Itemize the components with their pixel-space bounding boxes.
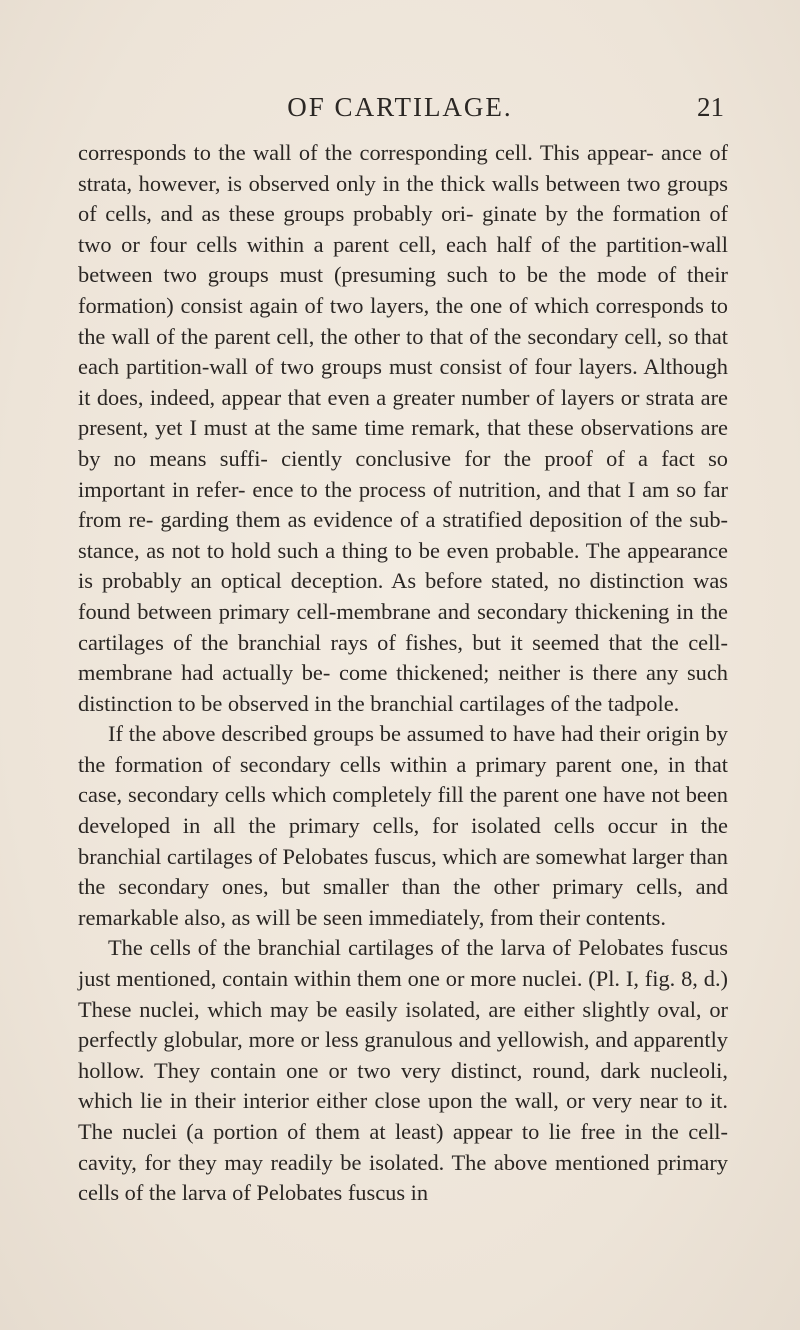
running-head: OF CARTILAGE.	[287, 92, 513, 122]
body-text	[78, 138, 728, 1209]
paragraph-3: The cells of the branchial cartilages of the larva of Pelobates fuscus just mentioned, contain within them one or more nuclei. (Pl. I, fig. 8, d.) These nuclei, which may be easily isolated, are either slightly oval, or perfectly globular, more or less granulous and yellowish, and apparently hollow. They contain one or two very distinct, round, dark nucleoli, which lie in their interior either close upon the wall, or very near to it. The nuclei (a portion of them at least) appear to lie free in the cell-cavity, for they may readily be isolated. The above mentioned primary cells of the larva of Pelobates fuscus in	[78, 935, 728, 1206]
paragraph-1: corresponds to the wall of the corresponding cell. This appear- ance of strata, however, is observed only in the thick walls between two groups of cells, and as these groups probably ori- ginate by the formation of two or four cells within a parent cell, each half of the partition-wall between two groups must (presuming such to be the mode of their formation) consist again of two layers, the one of which corresponds to the wall of the parent cell, the other to that of the secondary cell, so that each partition-wall of two groups must consist of four layers. Although it does, indeed, appear that even a greater number of layers or strata are present, yet I must at the same time remark, that these observations are by no means suffi- ciently conclusive for the proof of a fact so important in refer- ence to the process of nutrition, and that I am so far from re- garding them as evidence of a stratified deposition of the sub- stance, as not to hold such a thing to be even probable. The appearance is probably an optical deception. As before stated, no distinction was found between primary cell-membrane and secondary thickening in the cartilages of the branchial rays of fishes, but it seemed that the cell-membrane had actually be- come thickened; neither is there any such distinction to be observed in the branchial cartilages of the tadpole.	[78, 140, 728, 716]
page-number: 21	[697, 92, 724, 122]
paragraph-2: If the above described groups be assumed to have had their origin by the formation of secondary cells within a primary parent one, in that case, secondary cells which completely fill the parent one have not been developed in all the primary cells, for isolated cells occur in the branchial cartilages of Pelobates fuscus, which are somewhat larger than the secondary ones, but smaller than the other primary cells, and remarkable also, as will be seen immediately, from their contents.	[78, 721, 728, 930]
page-header	[0, 92, 800, 126]
